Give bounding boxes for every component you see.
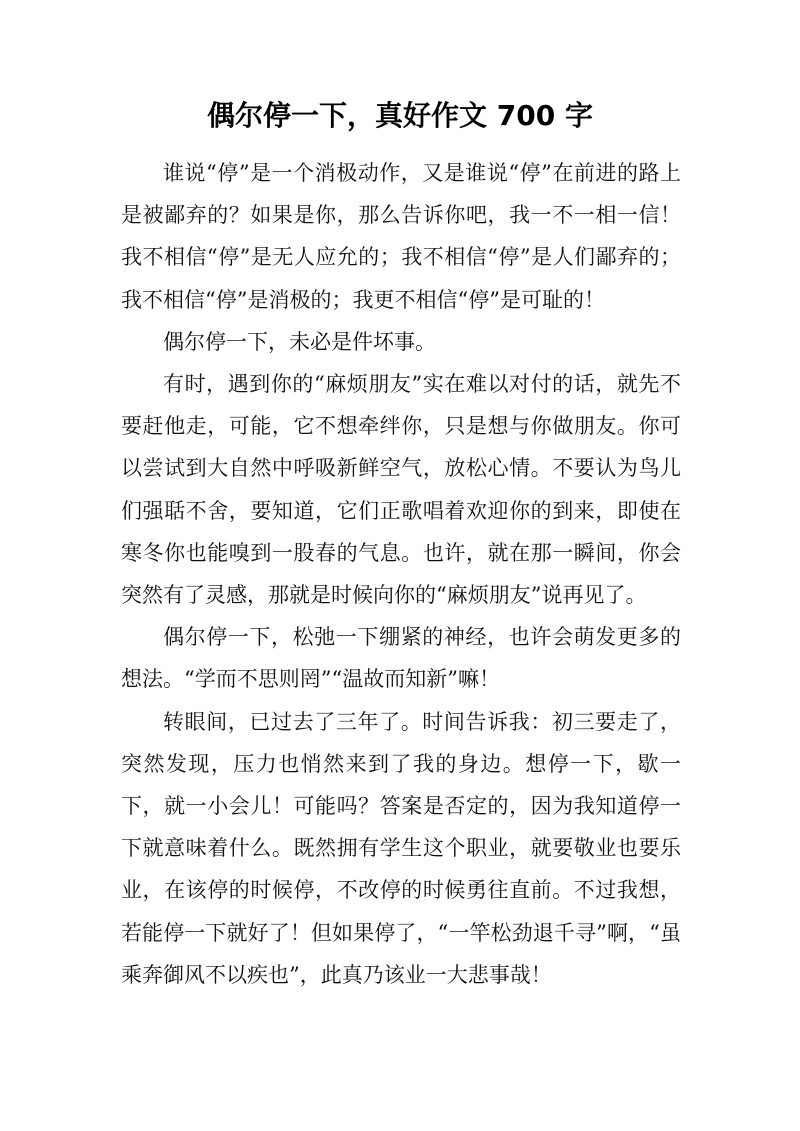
paragraph-5: 转眼间，已过去了三年了。时间告诉我：初三要走了，突然发现，压力也悄然来到了我的身边。想停一下，歇一下，就一小会儿！可能吗？答案是否定的，因为我知道停一下就意味着什么。既然拥有学生这个职业，就要敬业也要乐业，在该停的时候停，不改停的时候勇往直前。不过我想，若能停一下就好了！但如果停了，“一竿松劲退千寻”啊，“虽乘奔御风不以疾也”，此真乃该业一大悲事哉！ xyxy=(121,709,681,987)
document-body xyxy=(121,152,681,996)
paragraph-3: 有时，遇到你的“麻烦朋友”实在难以对付的话，就先不要赶他走，可能，它不想牵绊你，只是想与你做朋友。你可以尝试到大自然中呼吸新鲜空气，放松心情。不要认为鸟儿们强聒不舍，要知道，它们正歌唱着欢迎你的到来，即使在寒冬你也能嗅到一股春的气息。也许，就在那一瞬间，你会突然有了灵感，那就是时候向你的“麻烦朋友”说再见了。 xyxy=(121,372,681,608)
paragraph-4: 偶尔停一下，松弛一下绷紧的神经，也许会萌发更多的想法。“学而不思则罔”“温故而知新”嘛！ xyxy=(121,625,681,692)
paragraph-2: 偶尔停一下，未必是件坏事。 xyxy=(163,329,436,354)
document-title: 偶尔停一下，真好作文 700 字 xyxy=(207,99,593,132)
paragraph-1: 谁说“停”是一个消极动作，又是谁说“停”在前进的路上是被鄙弃的？如果是你，那么告诉你吧，我一不一相一信！我不相信“停”是无人应允的；我不相信“停”是人们鄙弃的；我不相信“停”是消极的；我更不相信“停”是可耻的！ xyxy=(121,161,681,312)
